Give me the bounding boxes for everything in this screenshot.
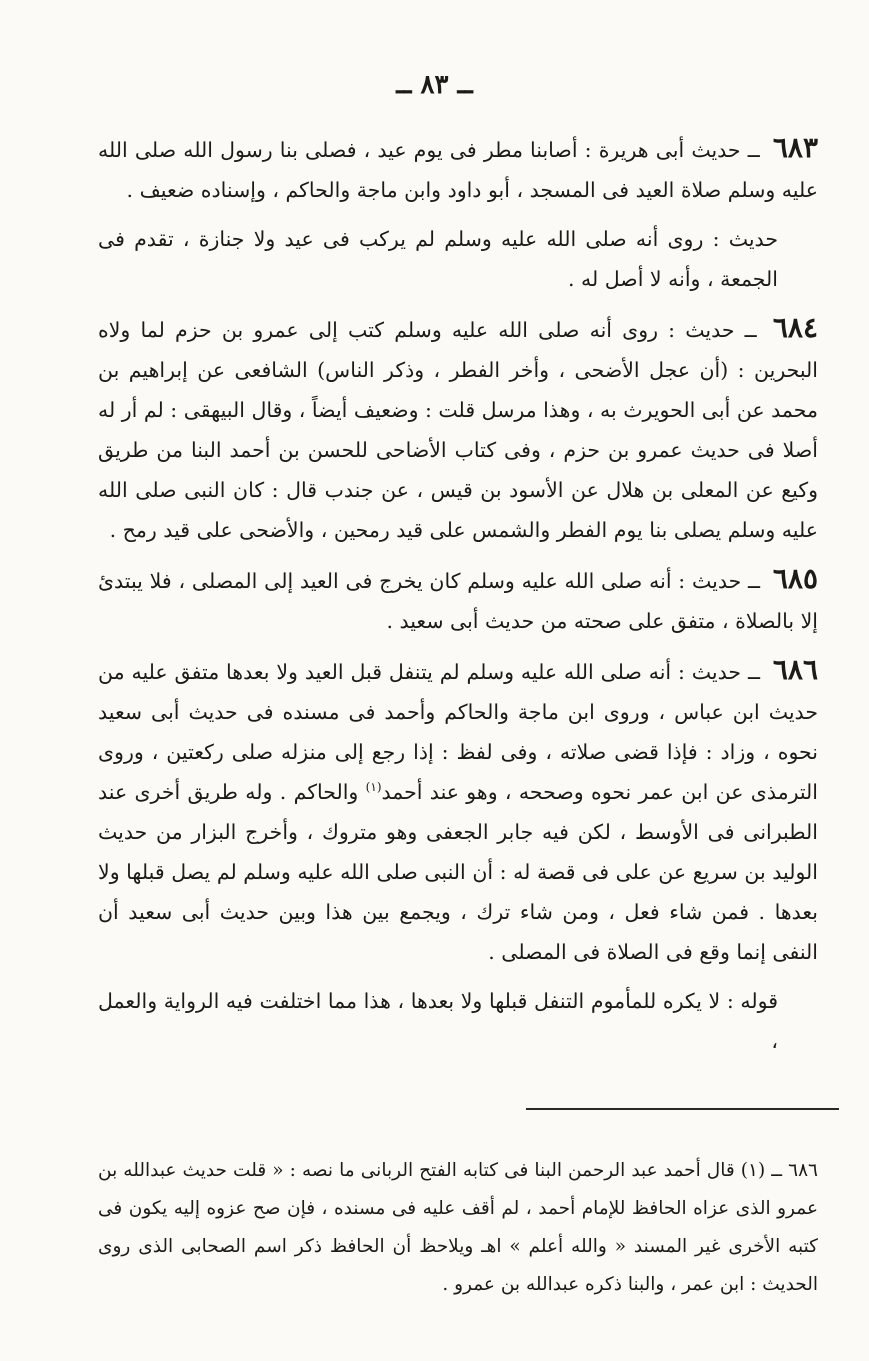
- paragraph-686-continued: [98, 981, 818, 1061]
- paragraph-text: حديث : روى أنه صلى الله عليه وسلم لم يركب فى عيد ولا جنازة ، تقدم فى الجمعة ، وأنه لا أصل له .: [98, 227, 778, 291]
- paragraph-684: [98, 308, 818, 550]
- paragraph-686: [98, 650, 818, 972]
- paragraph-685: [98, 559, 818, 641]
- paragraph-text: ــ حديث : روى أنه صلى الله عليه وسلم كتب إلى عمرو بن حزم لما ولاه البحرين : (أن عجل الأضحى ، وأخر الفطر ، وذكر الناس) الشافعى عن إبراهيم بن محمد عن أبى الحويرث به ، وهذا مرسل قلت : وضعيف أيضاً ، وقال البيهقى : لم أر له أصلا فى حديث عمرو بن حزم ، وفى كتاب الأضاحى للحسن بن أحمد البنا من طريق وكيع عن المعلى بن هلال عن الأسود بن قيس ، عن جندب قال : كان النبى صلى الله عليه وسلم يصلى بنا يوم الفطر والشمس على قيد رمحين ، والأضحى على قيد رمح .: [98, 318, 818, 542]
- hadith-number: ٦٨٥: [772, 562, 818, 595]
- footnote-text: قال أحمد عبد الرحمن البنا فى كتابه الفتح الربانى ما نصه : « قلت حديث عبدالله بن عمرو الذى عزاه الحافظ للإمام أحمد ، لم أقف عليه فى مسنده ، فإن صح عزوه إليه يكون فى كتبه الأخرى غير المسند « والله أعلم » اهـ ويلاحظ أن الحافظ ذكر اسم الصحابى الذى روى الحديث : ابن عمر ، والبنا ذكره عبدالله بن عمرو .: [98, 1160, 818, 1295]
- paragraph-text: ــ حديث : أنه صلى الله عليه وسلم لم يتنفل قبل العيد ولا بعدها متفق عليه من حديث ابن عباس ، وروى ابن ماجة والحاكم وأحمد فى مسنده فى حديث أبى سعيد نحوه ، وزاد : فإذا قضى صلاته ، وفى لفظ : إذا رجع إلى منزله صلى ركعتين ، وروى الترمذى عن ابن عمر نحوه وصححه ، وهو عند أحمد: [98, 660, 819, 804]
- hadith-number: ٦٨٣: [772, 131, 818, 164]
- page-number: ــ ٨٣ ــ: [396, 70, 473, 100]
- paragraph-683: [98, 128, 818, 210]
- footnote-divider: [526, 1108, 839, 1110]
- paragraph-text: ــ حديث أبى هريرة : أصابنا مطر فى يوم عيد ، فصلى بنا رسول الله صلى الله عليه وسلم صلاة العيد فى المسجد ، أبو داود وابن ماجة والحاكم ، وإسناده ضعيف .: [98, 138, 818, 202]
- main-text: [98, 128, 818, 1070]
- paragraph-683-continued: [98, 219, 818, 299]
- footnote: [98, 1152, 818, 1304]
- hadith-number: ٦٨٤: [772, 311, 818, 344]
- footnote-marker: ــ (١): [740, 1160, 783, 1181]
- paragraph-text: ــ حديث : أنه صلى الله عليه وسلم كان يخرج فى العيد إلى المصلى ، فلا يبتدئ إلا بالصلاة ، متفق على صحته من حديث أبى سعيد .: [98, 569, 818, 633]
- paragraph-text: قوله : لا يكره للمأموم التنفل قبلها ولا بعدها ، هذا مما اختلفت فيه الرواية والعمل ،: [98, 989, 778, 1053]
- footnote-reference[interactable]: (١): [365, 780, 382, 795]
- paragraph-text: والحاكم . وله طريق أخرى عند الطبرانى فى الأوسط ، لكن فيه جابر الجعفى وهو متروك ، وأخرج البزار من حديث الوليد بن سريع عن على فى قصة له : أن النبى صلى الله عليه وسلم لم يصل قبلها ولا بعدها . فمن شاء فعل ، ومن شاء ترك ، ويجمع بين هذا وبين حديث أبى سعيد أن النفى إنما وقع فى الصلاة فى المصلى .: [98, 780, 818, 964]
- footnote-number: ٦٨٦: [788, 1160, 818, 1181]
- hadith-number: ٦٨٦: [772, 653, 818, 686]
